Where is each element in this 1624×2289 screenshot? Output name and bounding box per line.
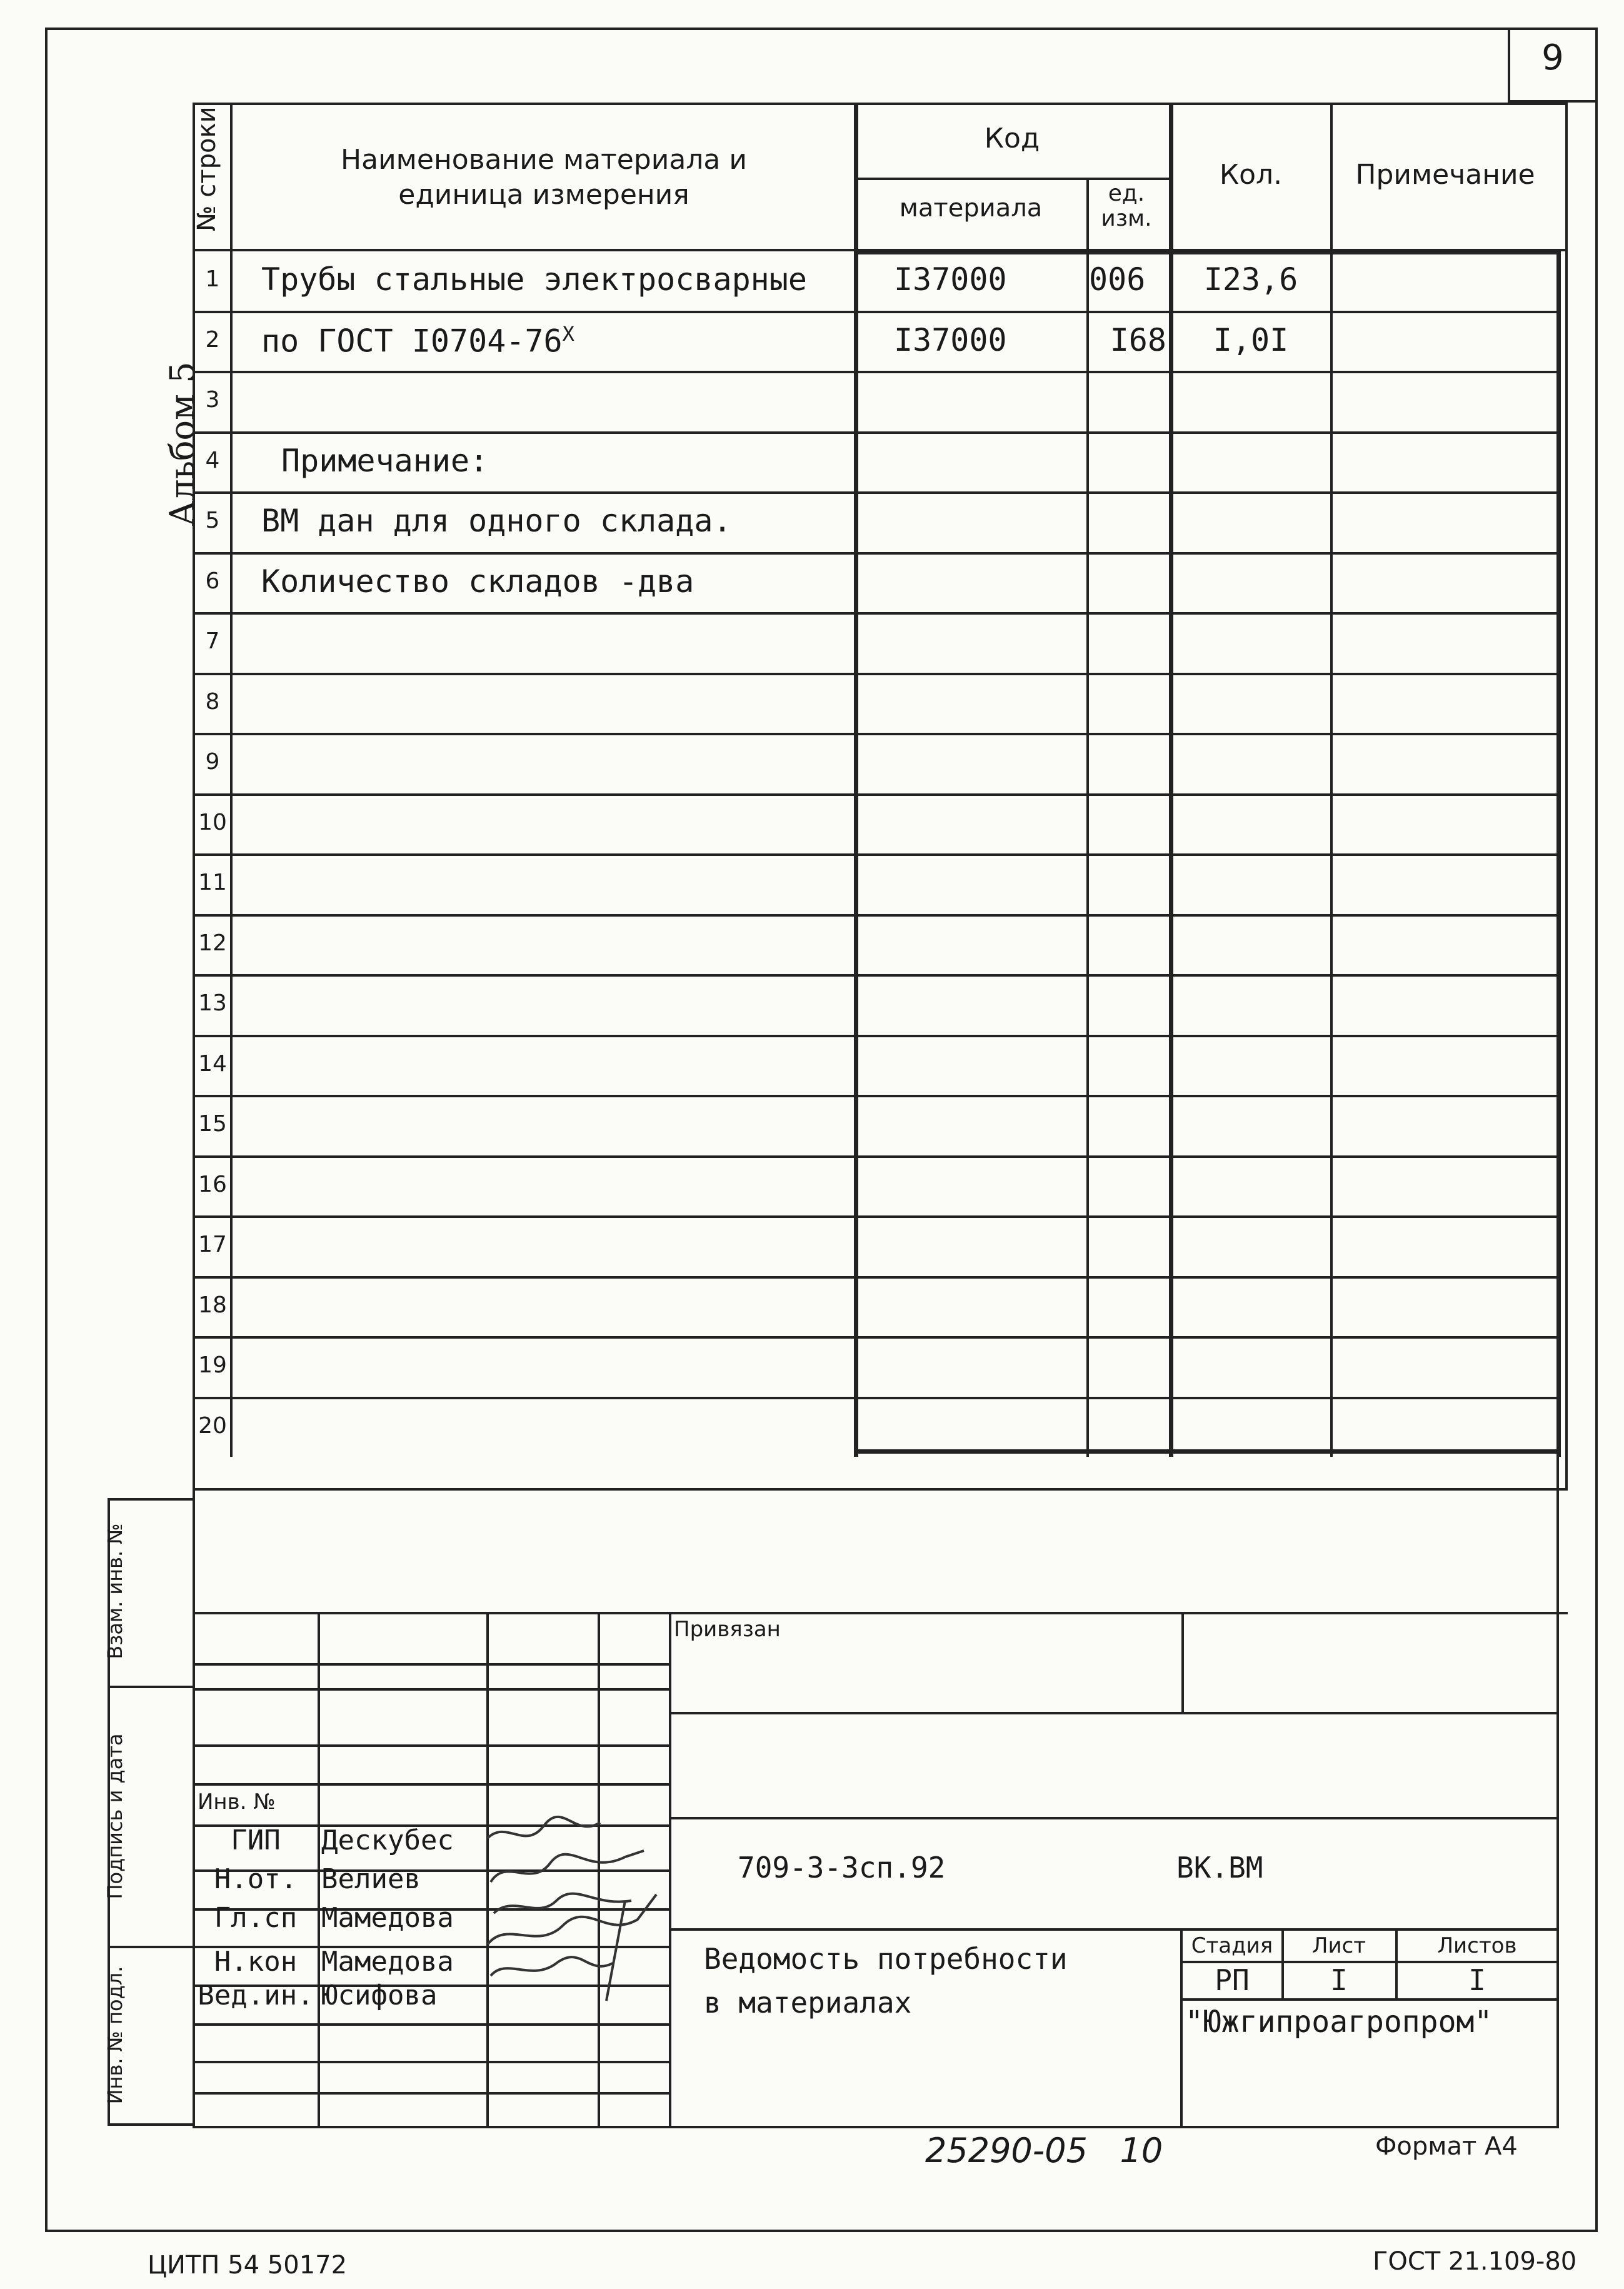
stamp-col-privyazan bbox=[1181, 1612, 1184, 1712]
row-divider bbox=[193, 1095, 1559, 1097]
row-text bbox=[261, 261, 807, 298]
row-number: 1 bbox=[205, 266, 220, 292]
row-number: 11 bbox=[198, 870, 227, 895]
row-number: 3 bbox=[205, 387, 220, 413]
stamp-stage-label: Стадия bbox=[1191, 1933, 1273, 1958]
row-divider bbox=[193, 974, 1559, 977]
row-number: 6 bbox=[205, 568, 220, 594]
col-line-rownum bbox=[230, 103, 233, 1457]
stamp-org: "Южгипроагропром" bbox=[1185, 2005, 1493, 2040]
col-line-note bbox=[1330, 103, 1333, 1457]
row-number: 10 bbox=[198, 809, 227, 835]
stamp-person-role: Гл.сп bbox=[214, 1902, 298, 1934]
format-label: Формат А4 bbox=[1375, 2132, 1518, 2161]
stamp-top-line bbox=[193, 1612, 1568, 1614]
col-line-qty bbox=[1169, 103, 1173, 1457]
row-unit-code: I68 bbox=[1110, 321, 1166, 358]
side-label-vzam: Взам. инв. № bbox=[103, 1523, 127, 1659]
row-quantity: I23,6 bbox=[1203, 261, 1298, 298]
page-number: 9 bbox=[1541, 38, 1564, 78]
row-number: 15 bbox=[198, 1111, 227, 1137]
header-note: Примечание bbox=[1355, 159, 1535, 191]
row-divider bbox=[193, 431, 1559, 434]
row-divider bbox=[193, 1155, 1559, 1158]
data-bottom-border bbox=[854, 1449, 1561, 1454]
row-divider bbox=[193, 612, 1559, 615]
footer-left: ЦИТП 54 50172 bbox=[148, 2251, 348, 2280]
stamp-code-bottom bbox=[669, 1928, 1559, 1931]
header-code: Код bbox=[984, 123, 1040, 154]
row-number: 4 bbox=[205, 447, 220, 473]
stamp-doc-mark: ВК.ВМ bbox=[1176, 1851, 1263, 1884]
stamp-row-divider bbox=[193, 1663, 669, 1666]
col-line-material bbox=[854, 103, 858, 1457]
stamp-doc-code: 709-3-3сп.92 bbox=[738, 1851, 946, 1884]
row-number: 17 bbox=[198, 1232, 227, 1257]
stamp-bottom-line bbox=[193, 2126, 1559, 2128]
row-divider bbox=[193, 491, 1559, 494]
stamp-row-divider bbox=[193, 2061, 669, 2063]
row-divider bbox=[193, 1336, 1559, 1339]
row-text-value: по ГОСТ I0704-76 bbox=[261, 323, 563, 360]
stamp-title-line1: Ведомость потребности bbox=[704, 1942, 1068, 1976]
row-number: 20 bbox=[198, 1412, 227, 1439]
row-number: 19 bbox=[198, 1352, 227, 1378]
stamp-person-role: Н.кон bbox=[214, 1946, 298, 1978]
signatures-image bbox=[481, 1813, 669, 2038]
stamp-stage: РП bbox=[1215, 1963, 1250, 1997]
row-divider bbox=[193, 1276, 1559, 1279]
header-material: материала bbox=[899, 194, 1043, 223]
row-divider bbox=[193, 1035, 1559, 1037]
row-text-value: Количество складов -два bbox=[261, 563, 694, 600]
stamp-person-role: ГИП bbox=[231, 1824, 281, 1856]
stamp-sheet: I bbox=[1330, 1963, 1348, 1997]
row-number: 16 bbox=[198, 1171, 227, 1197]
row-number: 5 bbox=[205, 508, 220, 533]
album-label: Альбом 5 bbox=[163, 361, 202, 526]
stamp-row-divider bbox=[193, 1783, 669, 1786]
stamp-person-name: Мамедова bbox=[321, 1946, 454, 1978]
row-divider bbox=[193, 793, 1559, 796]
side-label-inv-podl: Инв. № подл. bbox=[103, 1966, 127, 2105]
row-divider bbox=[193, 733, 1559, 735]
row-divider bbox=[193, 371, 1559, 373]
row-unit-code: 006 bbox=[1089, 261, 1146, 298]
stamp-sheet-label: Лист bbox=[1311, 1933, 1366, 1958]
row-text-value: ВМ дан для одного склада. bbox=[261, 503, 732, 539]
row-number: 13 bbox=[198, 990, 227, 1016]
row-material-code: I37000 bbox=[894, 261, 1007, 298]
row-text bbox=[261, 563, 694, 600]
row-number: 14 bbox=[198, 1050, 227, 1077]
row-text bbox=[281, 443, 488, 479]
stamp-stage-h2 bbox=[1180, 1998, 1559, 2001]
row-number: 7 bbox=[205, 628, 220, 654]
row-material-code: I37000 bbox=[894, 321, 1007, 358]
row-number: 9 bbox=[205, 749, 220, 775]
stamp-col-4 bbox=[669, 1612, 671, 2126]
stamp-stage-left bbox=[1180, 1928, 1183, 2126]
row-text-value: Трубы стальные электросварные bbox=[261, 261, 807, 298]
row-text-value: Примечание: bbox=[281, 442, 489, 479]
stamp-row-divider bbox=[193, 1688, 669, 1691]
stamp-person-role: Н.от. bbox=[214, 1863, 298, 1895]
header-unit: ед. изм. bbox=[1101, 181, 1152, 231]
stamp-code-top bbox=[669, 1817, 1559, 1819]
handwritten-number: 25290-05 10 bbox=[925, 2131, 1163, 2170]
stamp-inv-no: Инв. № bbox=[198, 1789, 276, 1814]
code-sub-divider bbox=[855, 178, 1169, 180]
side-div-1 bbox=[108, 1686, 194, 1688]
row-divider bbox=[193, 914, 1559, 917]
stamp-privyazan-bottom bbox=[669, 1712, 1559, 1714]
row-quantity: I,0I bbox=[1213, 321, 1289, 358]
row-divider bbox=[193, 311, 1559, 313]
row-divider bbox=[193, 1215, 1559, 1218]
stamp-row-divider bbox=[193, 2092, 669, 2095]
stamp-person-role: Вед.ин. bbox=[198, 1980, 314, 2011]
stamp-person-name: Велиев bbox=[321, 1863, 421, 1895]
stamp-person-name: Юсифова bbox=[321, 1980, 438, 2011]
stamp-title-line2: в материалах bbox=[704, 1986, 912, 2020]
row-text bbox=[261, 322, 574, 360]
stamp-row-divider bbox=[193, 1744, 669, 1747]
stamp-stage-v1 bbox=[1281, 1928, 1284, 1998]
stamp-right-line bbox=[1556, 1457, 1559, 2126]
stamp-sheets-label: Листов bbox=[1437, 1933, 1517, 1958]
stamp-person-name: Дескубес bbox=[321, 1824, 454, 1856]
row-number: 2 bbox=[205, 326, 220, 353]
header-qty: Кол. bbox=[1219, 159, 1283, 191]
row-divider bbox=[193, 1397, 1559, 1399]
row-divider bbox=[193, 552, 1559, 555]
row-divider bbox=[193, 853, 1559, 856]
lower-left-border bbox=[193, 1488, 195, 2126]
header-row-no: № строки bbox=[193, 106, 221, 231]
row-number: 8 bbox=[205, 688, 220, 715]
col-line-unit bbox=[1086, 178, 1089, 1457]
stamp-person-name: Мамедова bbox=[321, 1902, 454, 1934]
row-text bbox=[261, 503, 732, 539]
data-top-border bbox=[854, 250, 1561, 254]
row-number: 18 bbox=[198, 1292, 227, 1318]
header-name: Наименование материала и единица измерения bbox=[341, 144, 747, 211]
row-text-superscript: X bbox=[562, 321, 574, 346]
row-divider bbox=[193, 673, 1559, 675]
row-number: 12 bbox=[198, 930, 227, 956]
footer-right: ГОСТ 21.109-80 bbox=[1373, 2247, 1577, 2276]
side-label-podpis: Подпись и дата bbox=[103, 1733, 127, 1899]
stamp-sheets: I bbox=[1468, 1963, 1486, 1997]
stamp-stage-v2 bbox=[1395, 1928, 1398, 1998]
stamp-privyazan: Привязан bbox=[674, 1617, 781, 1642]
